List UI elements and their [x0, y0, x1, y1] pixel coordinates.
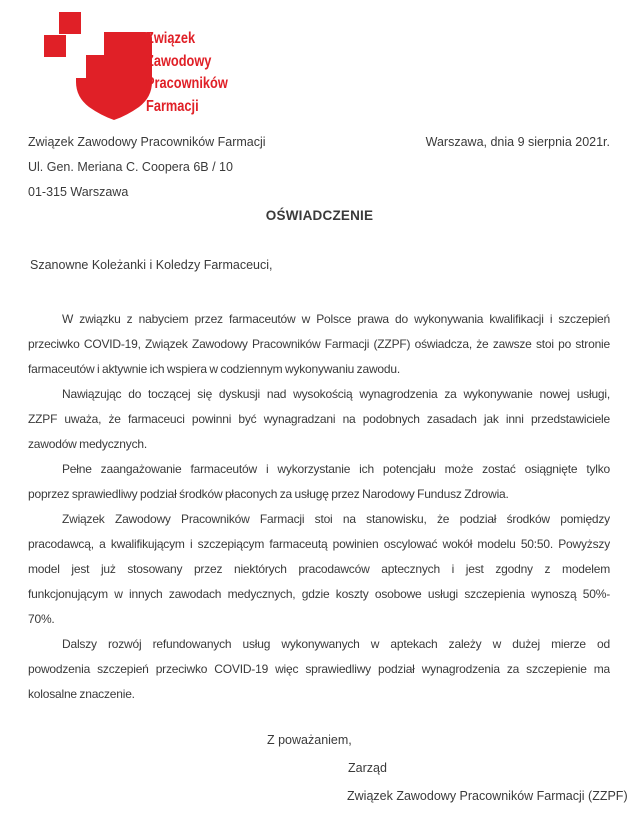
body-line: poprzez sprawiedliwy podział środków płaconych za usługę przez Narodowy Fundusz Zdrowia. [28, 487, 509, 501]
letter-body [28, 307, 610, 707]
logo-checker-square-left [44, 35, 66, 57]
document-title: OŚWIADCZENIE [265, 208, 374, 223]
body-line: model jest już stosowany przez niektórych pracodawców aptecznych i jest zgodny z modelem [28, 562, 610, 576]
logo-org-name-line: Farmacji [146, 97, 199, 115]
body-line: funkcjonującym w innych zawodach medycznych, gdzie koszty osobowe usługi szczepienia wynoszą 50%- [28, 587, 610, 601]
body-line: Nawiązując do toczącej się dyskusji nad wysokością wynagrodzenia za wykonywanie nowej usługi, [62, 387, 610, 401]
body-line: powodzenia szczepień przeciwko COVID-19 więc sprawiedliwy podział wynagrodzenia za szczepienie ma [28, 662, 610, 676]
logo-org-name-line: Związek [146, 30, 196, 47]
body-line: ZZPF uważa, że farmaceuci powinni być wynagradzani na podobnych zasadach jak inni przedstawiciele [28, 412, 610, 426]
body-line: farmaceutów i aktywnie ich wspiera w codziennym wykonywaniu zawodu. [28, 362, 400, 376]
body-line: zawodów medycznych. [28, 437, 147, 451]
logo-org-name-line: Zawodowy [146, 52, 212, 70]
signature-role: Zarząd [348, 761, 387, 775]
body-line: Pełne zaangażowanie farmaceutów i wykorzystanie ich potencjału może zostać osiągnięte tylko [62, 462, 610, 476]
logo-org-name-line: Pracowników [146, 75, 228, 93]
body-line: Dalszy rozwój refundowanych usług wykonywanych w aptekach zależy w dużej mierze od [62, 637, 610, 651]
sender-address [28, 130, 266, 205]
sender-name: Związek Zawodowy Pracowników Farmacji [28, 135, 266, 149]
body-line: W związku z nabyciem przez farmaceutów w Polsce prawa do wykonywania kwalifikacji i szczepień [62, 312, 610, 326]
body-line: kolosalne znaczenie. [28, 687, 135, 701]
letter-header [28, 130, 610, 205]
body-line: 70%. [28, 612, 55, 626]
signature-org: Związek Zawodowy Pracowników Farmacji (ZZPF) [347, 789, 628, 803]
body-line: pracodawcą, a kwalifikującym i szczepiącym farmaceutą powinien oscylować wokół modelu 50:50. Powyższy [28, 537, 610, 551]
dateline: Warszawa, dnia 9 sierpnia 2021r. [425, 135, 610, 149]
valediction: Z poważaniem, [267, 733, 352, 747]
salutation: Szanowne Koleżanki i Koledzy Farmaceuci, [30, 258, 273, 272]
zzpf-logo [44, 12, 294, 124]
logo-org-name [146, 28, 228, 118]
sender-city: 01-315 Warszawa [28, 185, 129, 199]
body-line: Związek Zawodowy Pracowników Farmacji stoi na stanowisku, że podział środków pomiędzy [62, 512, 610, 526]
sender-street: Ul. Gen. Meriana C. Coopera 6B / 10 [28, 160, 233, 174]
shield-icon [76, 30, 152, 120]
body-line: przeciwko COVID-19, Związek Zawodowy Pracowników Farmacji (ZZPF) oświadcza, że zawsze stoi po stronie [28, 337, 610, 351]
